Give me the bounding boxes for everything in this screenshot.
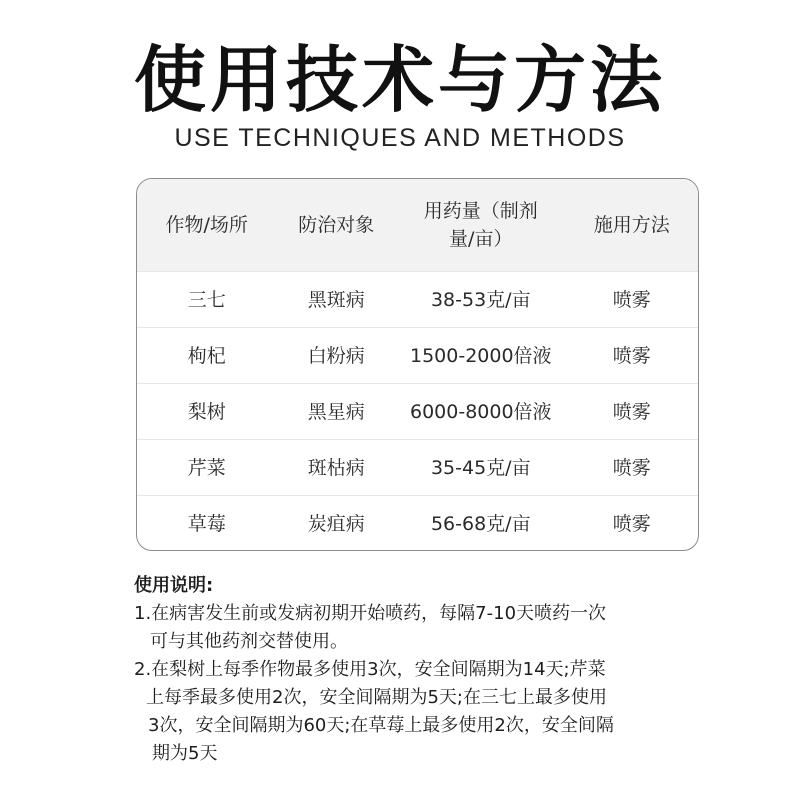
usage-notes [134, 572, 714, 768]
table-row [137, 271, 698, 327]
note-1-line-1: 1.在病害发生前或发病初期开始喷药，每隔7-10天喷药一次 [134, 603, 607, 624]
cell-target: 斑枯病 [307, 456, 365, 479]
cell-method: 喷雾 [612, 344, 651, 367]
cell-crop: 三七 [187, 288, 226, 311]
note-2-line-2: 上每季最多使用2次，安全间隔期为5天;在三七上最多使用 [146, 687, 607, 708]
header-target: 防治对象 [298, 214, 375, 236]
notes-title: 使用说明: [134, 575, 214, 596]
note-1-line-2: 可与其他药剂交替使用。 [150, 631, 348, 652]
cell-dosage: 6000-8000倍液 [409, 400, 552, 423]
cell-dosage: 1500-2000倍液 [409, 344, 552, 367]
cell-method: 喷雾 [612, 288, 651, 311]
page-title: 使用技术与方法 [133, 38, 666, 122]
table-row [137, 495, 698, 551]
header-dosage: 用药量（制剂量/亩） [423, 200, 538, 250]
note-2-line-4: 期为5天 [152, 743, 218, 764]
cell-target: 黑星病 [307, 400, 365, 423]
cell-target: 白粉病 [307, 344, 365, 367]
cell-method: 喷雾 [612, 400, 651, 423]
header-method: 施用方法 [593, 214, 670, 236]
note-2-line-1: 2.在梨树上每季作物最多使用3次，安全间隔期为14天;芹菜 [134, 659, 606, 680]
cell-crop: 枸杞 [187, 344, 226, 367]
note-2-line-3: 3次，安全间隔期为60天;在草莓上最多使用2次，安全间隔 [148, 715, 614, 736]
table-row [137, 327, 698, 383]
usage-table [136, 178, 699, 551]
table-row [137, 439, 698, 495]
cell-crop: 芹菜 [187, 456, 226, 479]
cell-method: 喷雾 [612, 456, 651, 479]
cell-target: 黑斑病 [307, 288, 365, 311]
page-subtitle: USE TECHNIQUES AND METHODS [174, 124, 626, 152]
table-header-row [137, 179, 698, 271]
cell-crop: 梨树 [187, 400, 226, 423]
cell-dosage: 35-45克/亩 [430, 456, 531, 479]
cell-method: 喷雾 [612, 512, 651, 535]
header-crop: 作物/场所 [165, 214, 248, 236]
cell-dosage: 38-53克/亩 [430, 288, 531, 311]
cell-target: 炭疽病 [307, 512, 365, 535]
cell-crop: 草莓 [187, 512, 226, 535]
table-row [137, 383, 698, 439]
cell-dosage: 56-68克/亩 [430, 512, 531, 535]
